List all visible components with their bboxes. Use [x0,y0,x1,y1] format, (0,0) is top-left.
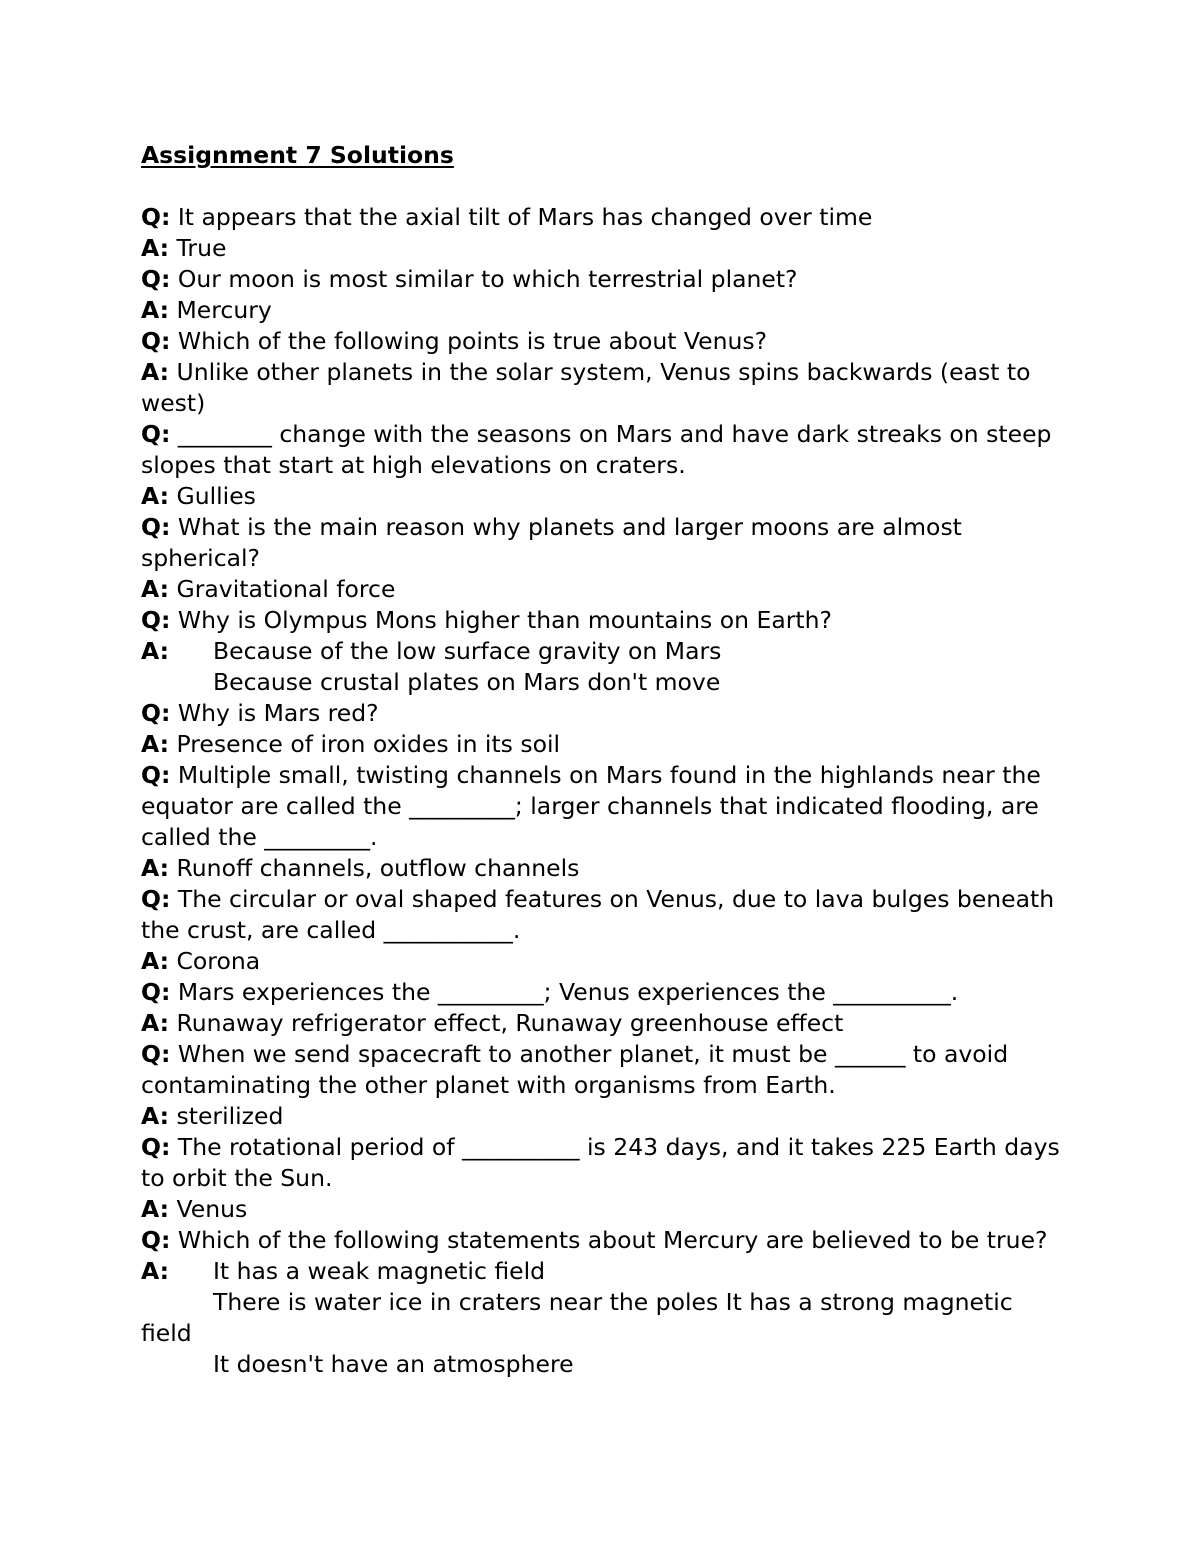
answer-list [141,1256,1066,1380]
question [141,202,1066,233]
q-marker: Q: [141,265,171,293]
answer [141,357,1066,419]
a-marker: A: [141,1102,170,1130]
q-marker: Q: [141,203,171,231]
q-marker: Q: [141,885,171,913]
answer-text: True [176,234,227,262]
a-marker: A: [141,730,170,758]
q-marker: Q: [141,1040,171,1068]
q-marker: Q: [141,1226,171,1254]
question [141,1132,1066,1194]
answer-list [141,636,1066,698]
q-marker: Q: [141,978,171,1006]
question-text: Multiple small, twisting channels on Mars found in the highlands near the equator are called the _________; larger channels that indicated flooding, are called the _________. [141,761,1041,851]
answer [141,481,1066,512]
question-text: When we send spacecraft to another planet, it must be ______ to avoid contaminating the other planet with organisms from Earth. [141,1040,1009,1099]
question-text: It appears that the axial tilt of Mars has changed over time [177,203,873,231]
question-text: Our moon is most similar to which terrestrial planet? [177,265,798,293]
answer-text: Because of the low surface gravity on Mars [213,637,722,665]
answer-item [141,1287,1066,1349]
answer-text: Gravitational force [176,575,396,603]
question-text: Mars experiences the _________; Venus experiences the __________. [177,978,959,1006]
a-marker: A: [141,358,170,386]
answer [141,853,1066,884]
q-marker: Q: [141,606,171,634]
answer [141,1101,1066,1132]
question-text: The rotational period of __________ is 243 days, and it takes 225 Earth days to orbit the Sun. [141,1133,1060,1192]
question [141,512,1066,574]
answer-item [141,1256,1066,1287]
answer-text: Runoff channels, outflow channels [176,854,580,882]
q-marker: Q: [141,761,171,789]
question [141,264,1066,295]
question [141,760,1066,853]
answer-text: Because crustal plates on Mars don't move [213,668,721,696]
a-marker: A: [141,575,170,603]
answer-item [141,667,1066,698]
question-text: Why is Mars red? [177,699,379,727]
answer-text: Mercury [176,296,272,324]
answer [141,729,1066,760]
a-marker: A: [141,637,170,665]
question [141,605,1066,636]
answer-item [141,636,1066,667]
answer [141,295,1066,326]
answer-text: It has a weak magnetic field [213,1257,546,1285]
a-marker: A: [141,947,170,975]
answer-text: There is water ice in craters near the poles It has a strong magnetic field [141,1288,1013,1347]
answer [141,233,1066,264]
answer [141,574,1066,605]
question-text: Which of the following points is true about Venus? [177,327,768,355]
answer-text: sterilized [176,1102,284,1130]
question-text: Why is Olympus Mons higher than mountains on Earth? [177,606,832,634]
answer-text: It doesn't have an atmosphere [213,1350,574,1378]
question-text: ________ change with the seasons on Mars and have dark streaks on steep slopes that start at high elevations on craters. [141,420,1052,479]
answer [141,1008,1066,1039]
q-marker: Q: [141,420,171,448]
answer [141,1194,1066,1225]
document-body [141,140,1066,1380]
question [141,326,1066,357]
document-title: Assignment 7 Solutions [141,141,454,169]
answer-text: Runaway refrigerator effect, Runaway greenhouse effect [176,1009,844,1037]
question [141,884,1066,946]
q-marker: Q: [141,1133,171,1161]
a-marker: A: [141,1195,170,1223]
answer-text: Corona [176,947,261,975]
q-marker: Q: [141,327,171,355]
a-marker: A: [141,296,170,324]
question-text: The circular or oval shaped features on Venus, due to lava bulges beneath the crust, are called ___________. [141,885,1055,944]
a-marker: A: [141,1257,170,1285]
answer-text: Presence of iron oxides in its soil [176,730,561,758]
answer-text: Gullies [176,482,256,510]
question-text: Which of the following statements about Mercury are believed to be true? [177,1226,1048,1254]
a-marker: A: [141,1009,170,1037]
q-marker: Q: [141,699,171,727]
a-marker: A: [141,234,170,262]
answer-text: Unlike other planets in the solar system, Venus spins backwards (east to west) [141,358,1031,417]
answer-item [141,1349,1066,1380]
question [141,1039,1066,1101]
question [141,698,1066,729]
answer [141,946,1066,977]
question [141,419,1066,481]
question-text: What is the main reason why planets and larger moons are almost spherical? [141,513,962,572]
question [141,977,1066,1008]
question [141,1225,1066,1256]
answer-text: Venus [176,1195,248,1223]
a-marker: A: [141,482,170,510]
q-marker: Q: [141,513,171,541]
a-marker: A: [141,854,170,882]
